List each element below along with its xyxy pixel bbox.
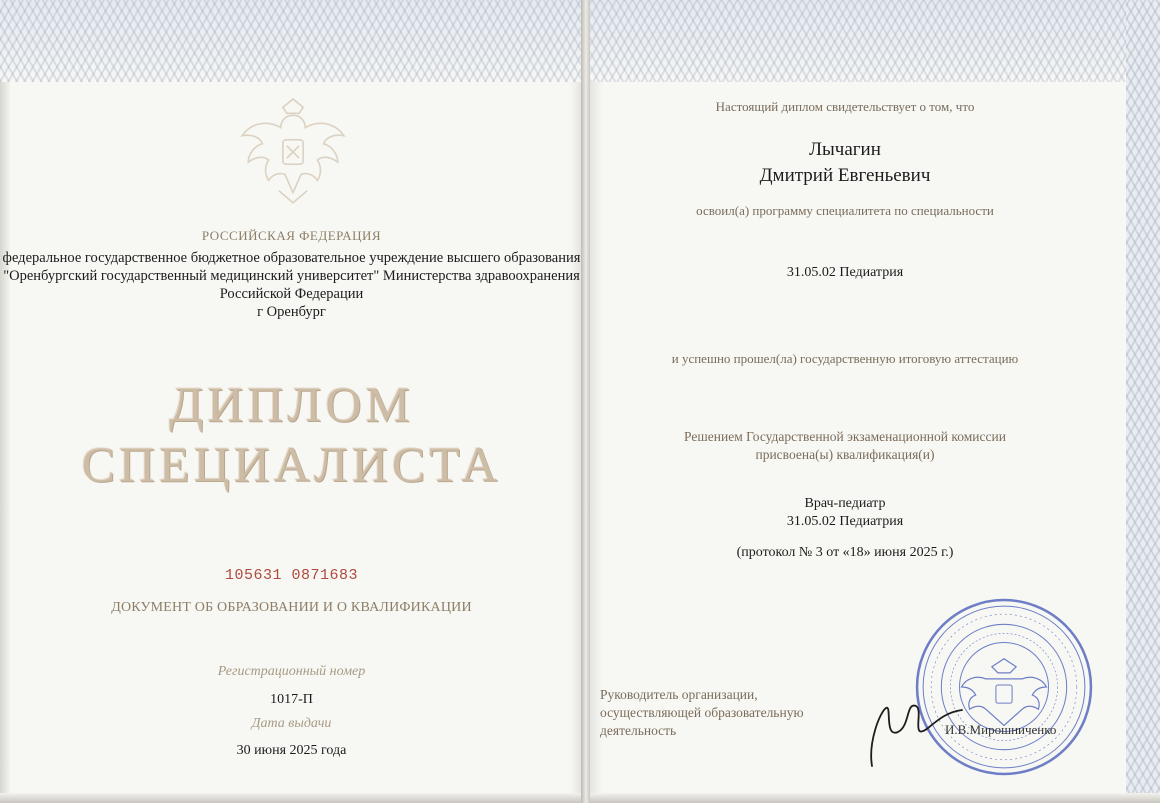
attestation-line: и успешно прошел(ла) государственную итоговую аттестацию bbox=[671, 351, 1019, 366]
head-line1: Руководитель организации, bbox=[600, 687, 758, 702]
signer-name: И.В.Мирошниченко bbox=[945, 722, 1057, 737]
decision-line1: Решением Государственной экзаменационной комиссии bbox=[684, 429, 1006, 444]
protocol-reference: (протокол № 3 от «18» июня 2025 г.) bbox=[736, 545, 954, 560]
head-line3: деятельность bbox=[600, 723, 677, 738]
guilloche-pattern-side bbox=[1126, 0, 1160, 803]
serial-number: 105631 0871683 bbox=[224, 567, 359, 584]
issue-date-label: Дата выдачи bbox=[251, 716, 332, 731]
qualification-specialty: 31.05.02 Педиатрия bbox=[786, 514, 904, 529]
document-type: ДОКУМЕНТ ОБ ОБРАЗОВАНИИ И О КВАЛИФИКАЦИИ bbox=[111, 600, 472, 615]
graduate-surname: Лычагин bbox=[809, 139, 881, 160]
diploma-title-line2: СПЕЦИАЛИСТА bbox=[81, 436, 502, 492]
graduate-name bbox=[590, 137, 1100, 189]
country-name: РОССИЙСКАЯ ФЕДЕРАЦИЯ bbox=[201, 228, 382, 243]
head-line2: осуществляющей образовательную bbox=[600, 705, 804, 720]
diploma-title-line1: ДИПЛОМ bbox=[169, 376, 414, 432]
decision-line2: присвоена(ы) квалификация(и) bbox=[755, 447, 935, 462]
commission-decision bbox=[590, 428, 1100, 464]
guilloche-pattern-top-right bbox=[590, 0, 1160, 82]
institution-text: федеральное государственное бюджетное образовательное учреждение высшего образования "Оренбургский государственный медицинский университет" Министерства здравоохранения Российской Федерации bbox=[2, 250, 581, 302]
registration-number-label: Регистрационный номер bbox=[217, 664, 366, 679]
guilloche-pattern-top bbox=[0, 0, 583, 82]
mastered-program-line: освоил(а) программу специалитета по специальности bbox=[696, 203, 994, 218]
diploma-right-page bbox=[590, 0, 1160, 803]
institution-name bbox=[0, 249, 583, 321]
graduate-given-names: Дмитрий Евгеньевич bbox=[759, 165, 931, 186]
certifies-line: Настоящий диплом свидетельствует о том, что bbox=[715, 99, 975, 114]
coat-of-arms-emblem-icon bbox=[232, 93, 354, 215]
right-page-bottom-edge bbox=[590, 793, 1160, 803]
specialty: 31.05.02 Педиатрия bbox=[786, 265, 904, 280]
left-page-bottom-edge bbox=[0, 793, 583, 803]
qualification-title: Врач-педиатр bbox=[804, 496, 886, 511]
head-of-organization-label bbox=[600, 686, 860, 740]
institution-city: г Оренбург bbox=[257, 304, 326, 320]
qualification bbox=[590, 495, 1100, 531]
issue-date: 30 июня 2025 года bbox=[236, 743, 347, 758]
registration-number: 1017-П bbox=[270, 692, 313, 707]
